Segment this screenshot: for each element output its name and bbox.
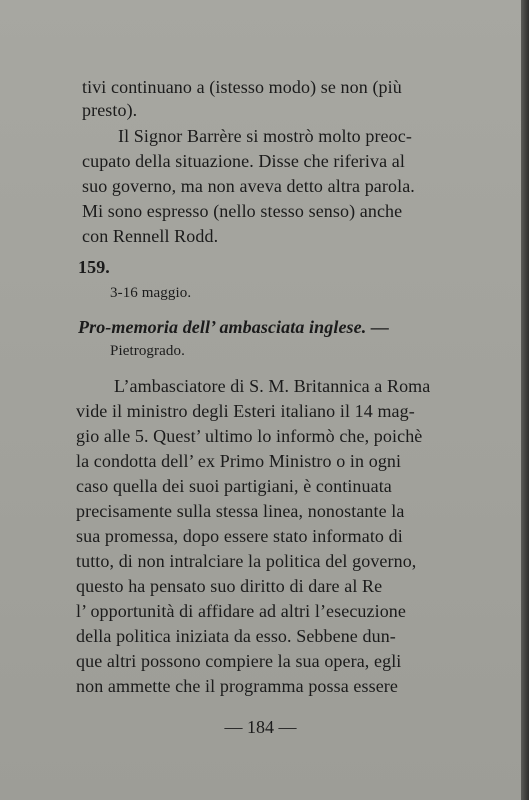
body-line: gio alle 5. Quest’ ultimo lo informò che, poichè <box>76 426 423 446</box>
text-line: Mi sono espresso (nello stesso senso) anche <box>82 201 403 221</box>
body-line: caso quella dei suoi partigiani, è continuata <box>76 476 392 496</box>
body-line: sua promessa, dopo essere stato informato di <box>76 526 403 546</box>
document-place: Pietrogrado. <box>110 343 185 359</box>
text-line: presto). <box>82 100 138 120</box>
body-line: la condotta dell’ ex Primo Ministro o in ogni <box>76 451 402 471</box>
document-date: 3-16 maggio. <box>110 285 192 301</box>
document-heading: Pro-memoria dell’ ambasciata inglese. — <box>78 317 390 337</box>
text-line: suo governo, ma non aveva detto altra parola. <box>82 176 415 196</box>
text-line: con Rennell Rodd. <box>82 226 219 246</box>
text-line: Il Signor Barrère si mostrò molto preoc- <box>118 126 412 146</box>
body-line: L’ambasciatore di S. M. Britannica a Roma <box>114 376 431 396</box>
body-line: questo ha pensato suo diritto di dare al Re <box>76 576 383 596</box>
body-line: precisamente sulla stessa linea, nonostante la <box>76 501 405 521</box>
document-number: 159. <box>78 257 110 277</box>
body-line: non ammette che il programma possa essere <box>76 676 398 696</box>
body-line: que altri possono compiere la sua opera, egli <box>76 651 402 671</box>
body-line: l’ opportunità di affidare ad altri l’esecuzione <box>76 601 406 621</box>
text-line: cupato della situazione. Disse che riferiva al <box>82 151 405 171</box>
body-line: vide il ministro degli Esteri italiano il 14 mag- <box>76 401 415 421</box>
page-edge <box>521 0 529 800</box>
body-line: della politica iniziata da esso. Sebbene dun- <box>76 626 396 646</box>
body-line: tutto, di non intralciare la politica del governo, <box>76 551 417 571</box>
text-line: tivi continuano a (istesso modo) se non (più <box>82 77 402 97</box>
page-number: — 184 — <box>224 717 297 737</box>
